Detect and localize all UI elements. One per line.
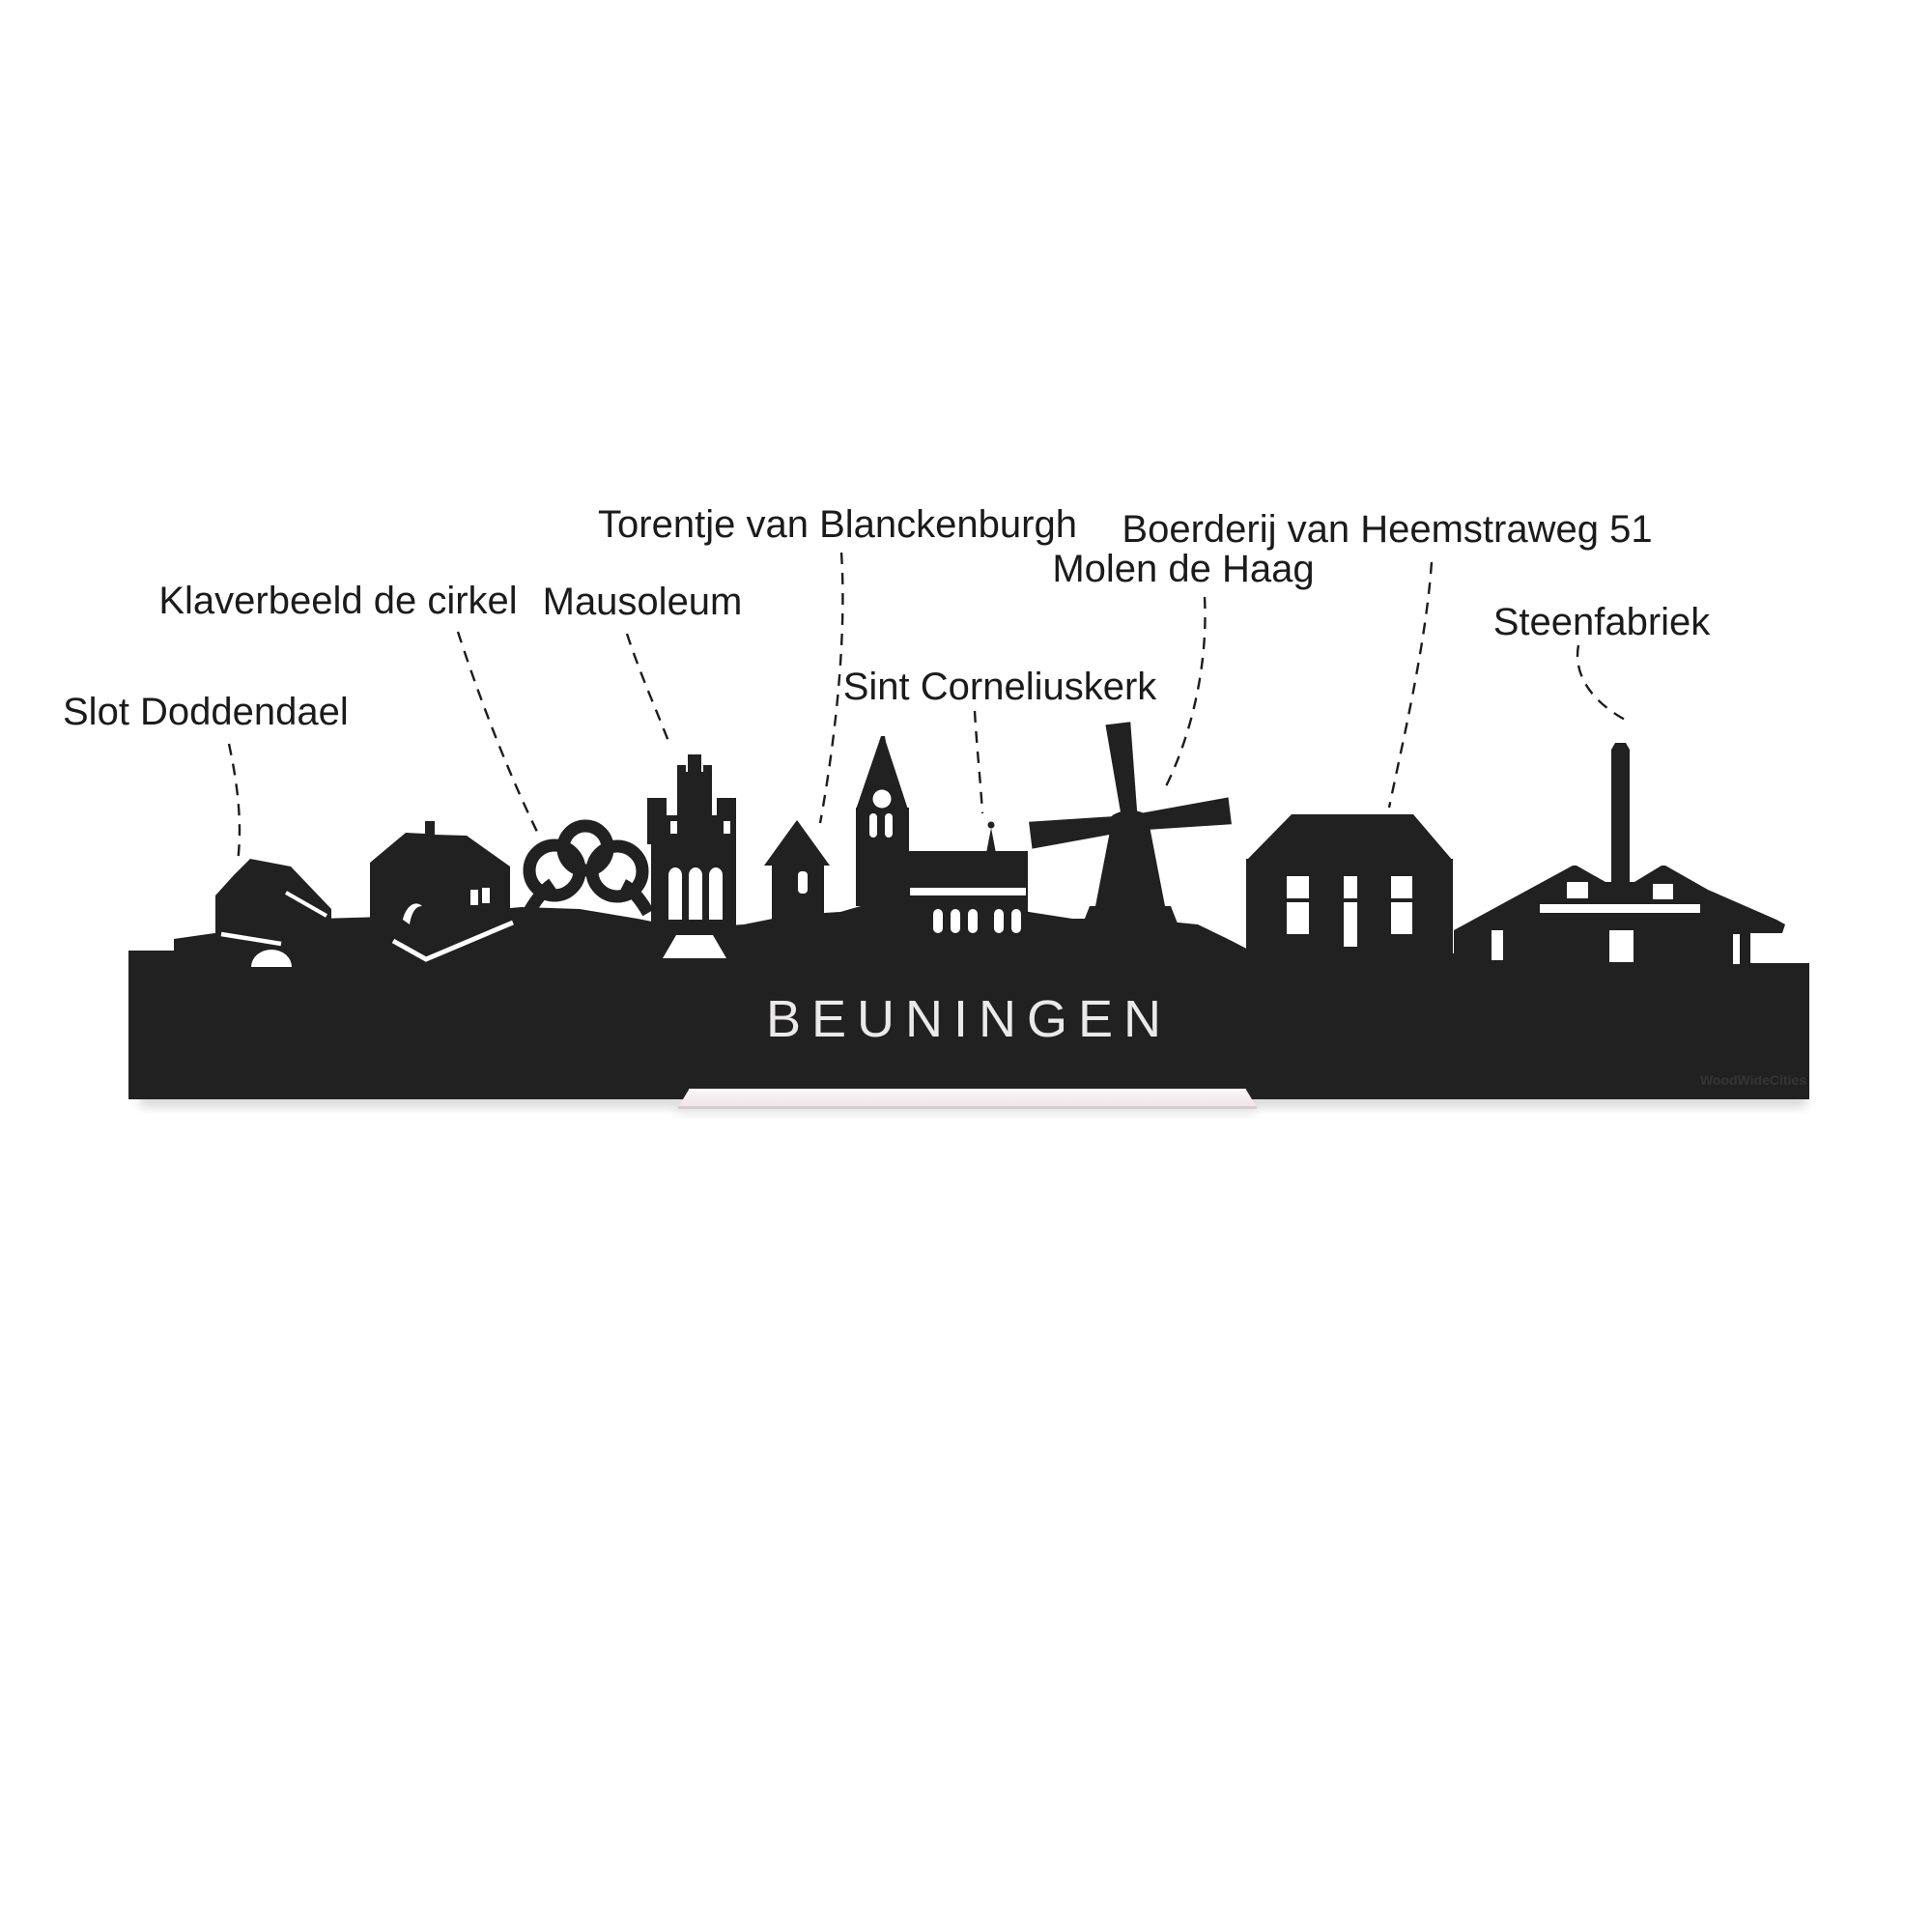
church-nave-window bbox=[994, 909, 1004, 933]
label-molen-de-haag: Molen de Haag bbox=[1052, 548, 1315, 590]
farm-window-cutout bbox=[1287, 876, 1309, 898]
label-torentje-van-blanckenburgh: Torentje van Blanckenburgh bbox=[598, 503, 1077, 546]
church-nave-window bbox=[968, 909, 978, 933]
farm-window-cutout bbox=[1344, 902, 1357, 947]
label-klaverbeeld-de-cirkel: Klaverbeeld de cirkel bbox=[158, 580, 518, 622]
factory-gable-window bbox=[1567, 882, 1588, 898]
label-mausoleum: Mausoleum bbox=[542, 581, 743, 623]
silhouette-house bbox=[370, 821, 510, 944]
farm-window-cutout bbox=[1391, 902, 1412, 934]
leader-torentje bbox=[820, 553, 842, 823]
church-tower-window bbox=[885, 813, 893, 838]
mausoleum-slit bbox=[670, 821, 677, 834]
church-nave-window bbox=[1011, 909, 1021, 933]
leader-slot-doddendael bbox=[229, 744, 240, 863]
church-nave-window bbox=[933, 909, 943, 933]
church-nave-window bbox=[951, 909, 960, 933]
torentje-window-cutout bbox=[798, 871, 808, 894]
leader-steenfabriek bbox=[1577, 645, 1627, 721]
leader-mausoleum bbox=[627, 634, 669, 744]
label-boerderij-van-heemstraweg-51: Boerderij van Heemstraweg 51 bbox=[1122, 508, 1653, 551]
farm-window-cutout bbox=[1391, 876, 1412, 898]
silhouette-steenfabriek bbox=[1454, 743, 1809, 1063]
house-window-cutout bbox=[470, 890, 478, 905]
label-sint-corneliuskerk: Sint Corneliuskerk bbox=[842, 666, 1157, 708]
city-name-cutout: BEUNINGEN bbox=[765, 990, 1173, 1048]
church-tower-window bbox=[869, 813, 877, 838]
leader-boerderij bbox=[1389, 562, 1432, 808]
silhouette-torentje bbox=[764, 820, 830, 935]
church-clock-cutout bbox=[873, 790, 892, 809]
factory-gable-window bbox=[1653, 884, 1673, 899]
mausoleum-arch-window bbox=[668, 867, 682, 920]
silhouette-klaverbeeld bbox=[527, 826, 648, 915]
silhouette-molen bbox=[1018, 711, 1241, 931]
castle-window-cutout bbox=[298, 868, 306, 876]
watermark-text: WoodWideCities bbox=[1699, 1072, 1806, 1088]
farm-window-cutout bbox=[1287, 902, 1309, 934]
farm-window-cutout bbox=[1344, 876, 1357, 898]
label-slot-doddendael: Slot Doddendael bbox=[63, 691, 349, 733]
leader-klaverbeeld bbox=[458, 632, 538, 834]
label-steenfabriek: Steenfabriek bbox=[1492, 601, 1711, 643]
leader-molen bbox=[1165, 597, 1205, 788]
mausoleum-slit bbox=[724, 821, 730, 834]
leader-corneliuskerk bbox=[975, 711, 982, 813]
factory-window-cutout bbox=[1609, 930, 1634, 962]
mausoleum-arch-window bbox=[709, 867, 723, 920]
factory-right-slit bbox=[1733, 934, 1740, 964]
farm-factory-gap-slit bbox=[1492, 930, 1503, 960]
silhouette-slot-doddendael bbox=[215, 859, 331, 945]
mausoleum-arch-window bbox=[689, 867, 702, 920]
house-window-cutout bbox=[482, 888, 490, 903]
factory-roof-slit bbox=[1540, 904, 1700, 913]
church-roof-slit bbox=[910, 888, 1026, 895]
display-stand bbox=[677, 1090, 1258, 1109]
